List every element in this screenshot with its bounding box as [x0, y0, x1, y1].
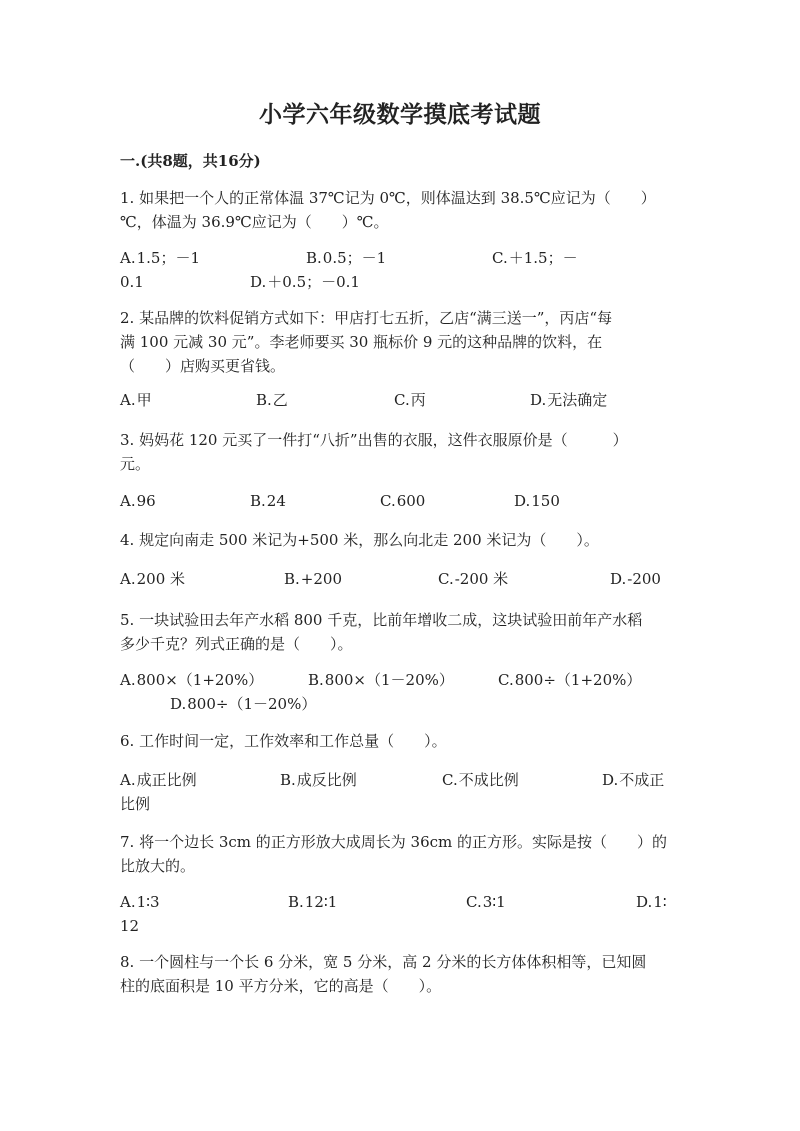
- option-b: B.800×（1－20%）: [308, 671, 454, 689]
- option-c: C.800÷（1+20%）: [498, 671, 642, 689]
- option-c: C.不成比例: [442, 771, 519, 789]
- option-c: C.＋1.5；－: [492, 249, 578, 267]
- question-line: （ ）店购买更省钱。: [120, 357, 286, 375]
- question-6-options: [120, 768, 680, 816]
- question-1-options: [120, 246, 680, 294]
- question-line: 多少千克？列式正确的是（ ）。: [120, 635, 353, 653]
- question-6: [120, 729, 680, 753]
- option-c: C.-200 米: [438, 570, 509, 588]
- option-d: D.150: [514, 492, 560, 510]
- question-line: 4. 规定向南走 500 米记为+500 米，那么向北走 200 米记为（ ）。: [120, 531, 599, 549]
- question-line: 满 100 元减 30 元”。李老师要买 30 瓶标价 9 元的这种品牌的饮料，在: [120, 333, 603, 351]
- question-line: 1. 如果把一个人的正常体温 37℃记为 0℃，则体温达到 38.5℃应记为（ ）: [120, 189, 656, 207]
- question-line: 柱的底面积是 10 平方分米，它的高是（ ）。: [120, 977, 442, 995]
- question-4: [120, 528, 680, 552]
- option-c: C.丙: [394, 391, 426, 409]
- question-1: [120, 186, 680, 234]
- option-a: A.800×（1+20%）: [120, 671, 264, 689]
- question-3: [120, 428, 680, 476]
- option-a: A.甲: [120, 391, 152, 409]
- question-8: [120, 950, 680, 998]
- option-b: B.成反比例: [280, 771, 357, 789]
- option-b: B.12∶1: [288, 893, 338, 911]
- option-d: D.800÷（1－20%）: [170, 695, 317, 713]
- option-c-wrap: 0.1: [120, 273, 144, 291]
- option-d: D.无法确定: [530, 391, 608, 409]
- question-5-options: [120, 668, 680, 716]
- question-7-options: [120, 890, 680, 938]
- question-line: 7. 将一个边长 3cm 的正方形放大成周长为 36cm 的正方形。实际是按（ ）的: [120, 833, 668, 851]
- option-a: A.200 米: [120, 570, 186, 588]
- question-line: 3. 妈妈花 120 元买了一件打“八折”出售的衣服，这件衣服原价是（ ）: [120, 431, 628, 449]
- question-line: 6. 工作时间一定，工作效率和工作总量（ ）。: [120, 732, 447, 750]
- question-line: 8. 一个圆柱与一个长 6 分米，宽 5 分米，高 2 分米的长方体体积相等，已知圆: [120, 953, 647, 971]
- option-c: C.3∶1: [466, 893, 506, 911]
- option-b: B.乙: [256, 391, 288, 409]
- option-d: D.＋0.5；－0.1: [250, 273, 360, 291]
- option-d: D.1∶: [636, 893, 667, 911]
- option-d: D.不成正: [602, 771, 665, 789]
- question-line: ℃，体温为 36.9℃应记为（ ）℃。: [120, 213, 389, 231]
- option-b: B.0.5；－1: [306, 249, 387, 267]
- question-5: [120, 608, 680, 656]
- option-a: A.1.5；－1: [120, 249, 201, 267]
- option-b: B.+200: [284, 570, 342, 588]
- page-title: 小学六年级数学摸底考试题: [259, 101, 541, 128]
- option-a: A.96: [120, 492, 156, 510]
- question-7: [120, 830, 680, 878]
- option-d-wrap: 12: [120, 917, 140, 935]
- question-line: 5. 一块试验田去年产水稻 800 千克，比前年增收二成，这块试验田前年产水稻: [120, 611, 643, 629]
- option-d-wrap: 比例: [120, 795, 151, 813]
- question-line: 元。: [120, 455, 151, 473]
- question-2: [120, 306, 680, 378]
- question-line: 比放大的。: [120, 857, 196, 875]
- option-d: D.-200: [610, 570, 661, 588]
- section-heading: 一.(共8题，共16分): [120, 152, 261, 170]
- option-b: B.24: [250, 492, 286, 510]
- option-c: C.600: [380, 492, 426, 510]
- option-a: A.1∶3: [120, 893, 160, 911]
- question-line: 2. 某品牌的饮料促销方式如下：甲店打七五折，乙店“满三送一”，丙店“每: [120, 309, 613, 327]
- option-a: A.成正比例: [120, 771, 197, 789]
